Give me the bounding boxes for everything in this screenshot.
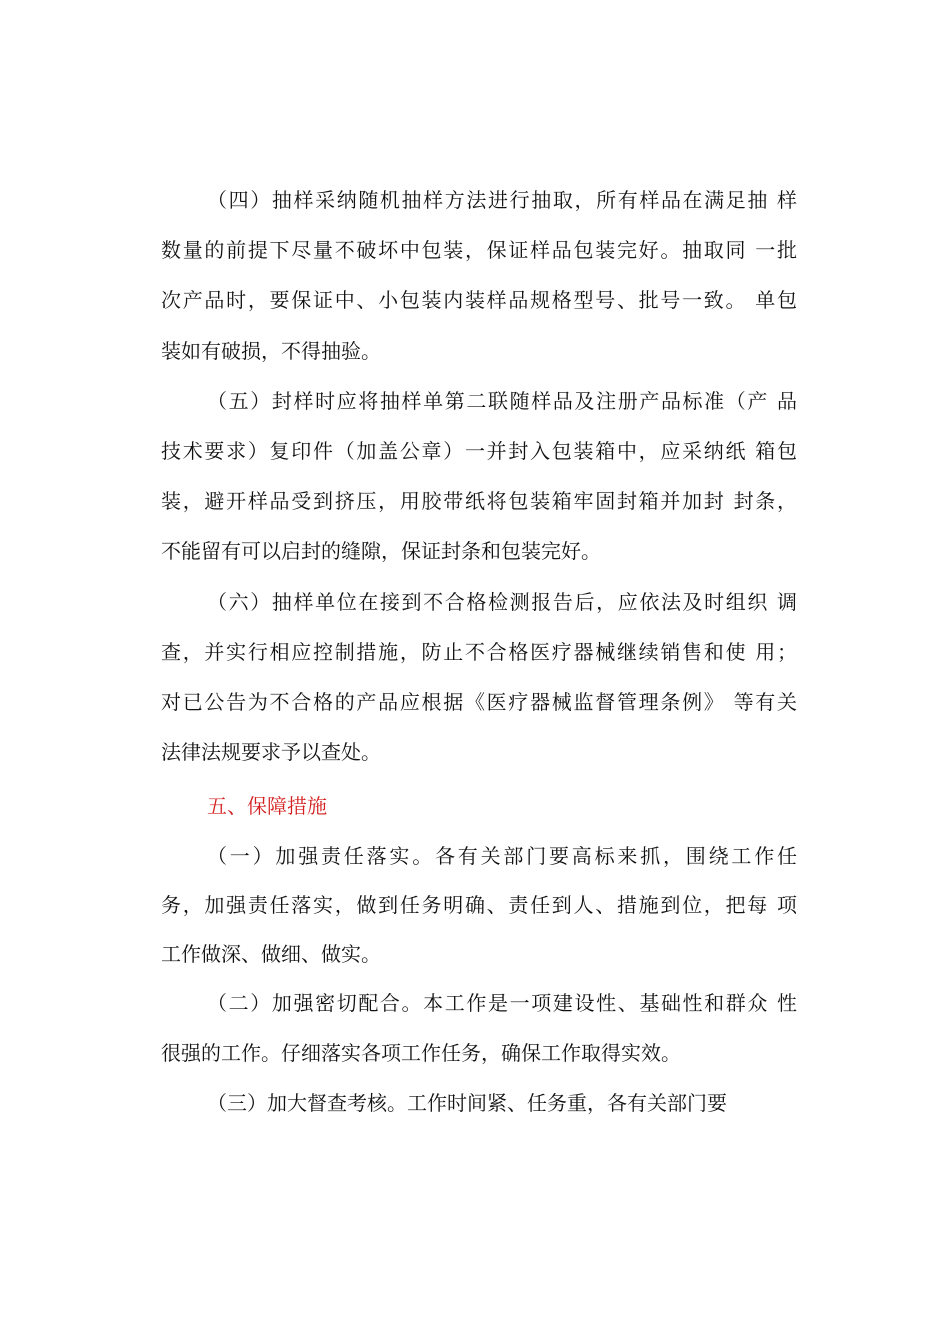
measure-1-line-1: （一）加强责任落实。各有关部门要高标来抓，围绕工作任 xyxy=(207,844,797,868)
section-title: 五、保障措施 xyxy=(207,794,327,818)
paragraph-4-line-4: 装如有破损，不得抽验。 xyxy=(161,339,381,363)
paragraph-6-line-2: 查，并实行相应控制措施，防止不合格医疗器械继续销售和使 用； xyxy=(161,640,797,664)
paragraph-5-line-4: 不能留有可以启封的缝隙，保证封条和包装完好。 xyxy=(161,539,601,563)
paragraph-6-line-1: （六）抽样单位在接到不合格检测报告后，应依法及时组织 调 xyxy=(207,590,797,614)
paragraph-4-line-1: （四）抽样采纳随机抽样方法进行抽取，所有样品在满足抽 样 xyxy=(207,188,797,212)
paragraph-4-line-2: 数量的前提下尽量不破坏中包装，保证样品包装完好。抽取同 一批 xyxy=(161,238,797,262)
paragraph-5-line-2: 技术要求）复印件（加盖公章）一并封入包装箱中，应采纳纸 箱包 xyxy=(161,439,797,463)
paragraph-5-line-1: （五）封样时应将抽样单第二联随样品及注册产品标准（产 品 xyxy=(207,389,797,413)
measure-3-line-1: （三）加大督查考核。工作时间紧、任务重，各有关部门要 xyxy=(207,1091,727,1115)
paragraph-6-line-3: 对已公告为不合格的产品应根据《医疗器械监督管理条例》 等有关 xyxy=(161,690,797,714)
paragraph-5-line-3: 装，避开样品受到挤压，用胶带纸将包装箱牢固封箱并加封 封条， xyxy=(161,489,797,513)
measure-1-line-3: 工作做深、做细、做实。 xyxy=(161,942,381,966)
measure-2-line-2: 很强的工作。仔细落实各项工作任务，确保工作取得实效。 xyxy=(161,1041,681,1065)
measure-1-line-2: 务，加强责任落实，做到任务明确、责任到人、措施到位，把每 项 xyxy=(161,893,797,917)
paragraph-4-line-3: 次产品时，要保证中、小包装内装样品规格型号、批号一致。 单包 xyxy=(161,288,797,312)
measure-2-line-1: （二）加强密切配合。本工作是一项建设性、基础性和群众 性 xyxy=(207,991,797,1015)
paragraph-6-line-4: 法律法规要求予以查处。 xyxy=(161,740,381,764)
